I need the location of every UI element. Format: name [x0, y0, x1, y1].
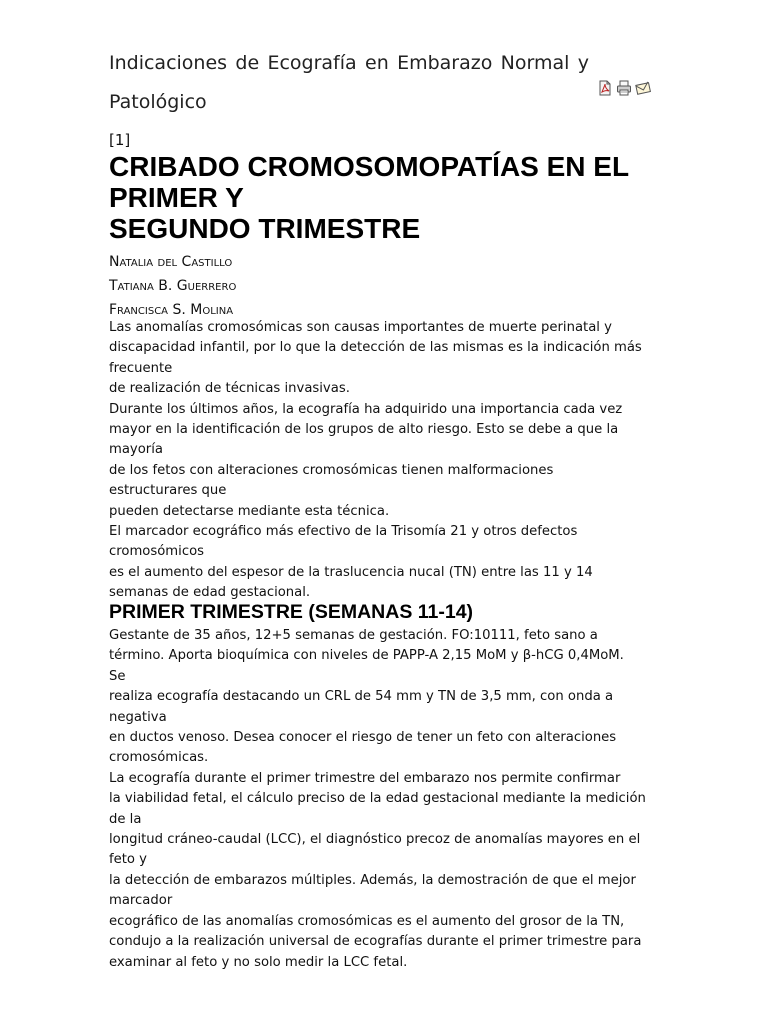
intro-paragraphs [109, 318, 669, 604]
header-title-line2: Patológico [109, 91, 207, 113]
text-line: cromosómicas. [109, 750, 209, 766]
pdf-icon[interactable] [597, 80, 613, 96]
email-icon[interactable] [635, 80, 651, 96]
text-line: la detección de embarazos múltiples. Además, la demostración de que el mejor [109, 872, 636, 888]
header-word: Ecografía [267, 52, 357, 74]
text-line: feto y [109, 852, 147, 868]
text-line: Las anomalías cromosómicas son causas importantes de muerte perinatal y [109, 320, 612, 335]
header-word: Normal [500, 52, 570, 74]
text-line: examinar al feto y no solo medir la LCC fetal. [109, 954, 408, 970]
header-word: Indicaciones [109, 52, 228, 74]
reference-marker: [1] [109, 131, 131, 149]
section-paragraphs [109, 626, 669, 973]
text-line: mayoría [109, 442, 163, 458]
text-line: de la [109, 811, 142, 827]
text-line: El marcador ecográfico más efectivo de la Trisomía 21 y otros defectos [109, 524, 578, 540]
text-line: de los fetos con alteraciones cromosómicas tienen malformaciones [109, 462, 554, 478]
article-title-line: CRIBADO CROMOSOMOPATÍAS EN EL [109, 151, 630, 182]
article-title-line: PRIMER Y [109, 182, 244, 213]
author-name: Natalia del Castillo [109, 254, 233, 270]
text-line: discapacidad infantil, por lo que la detección de las mismas es la indicación más [109, 340, 642, 356]
author-name: Francisca S. Molina [109, 302, 234, 318]
print-icon[interactable] [616, 80, 632, 96]
header-word: y [577, 52, 589, 74]
text-line: Se [109, 668, 126, 684]
text-line: en ductos venoso. Desea conocer el riesgo de tener un feto con alteraciones [109, 730, 617, 746]
text-line: es el aumento del espesor de la traslucencia nucal (TN) entre las 11 y 14 [109, 564, 593, 580]
header-word: Embarazo [397, 52, 493, 74]
text-line: cromosómicos [109, 544, 205, 560]
header-word: en [365, 52, 389, 74]
header-toolbar [597, 80, 651, 96]
section-heading: PRIMER TRIMESTRE (SEMANAS 11-14) [109, 601, 474, 623]
text-line: de realización de técnicas invasivas. [109, 381, 350, 397]
header-title-line1 [109, 54, 589, 73]
text-line: frecuente [109, 360, 173, 376]
text-line: negativa [109, 709, 167, 725]
text-line: término. Aporta bioquímica con niveles de PAPP-A 2,15 MoM y β-hCG 0,4MoM. [109, 648, 624, 664]
text-line: marcador [109, 893, 173, 909]
text-line: semanas de edad gestacional. [109, 585, 311, 601]
text-line: condujo a la realización universal de ecografías durante el primer trimestre para [109, 934, 642, 950]
text-line: mayor en la identificación de los grupos de alto riesgo. Esto se debe a que la [109, 422, 619, 438]
author-name: Tatiana B. Guerrero [109, 278, 237, 294]
text-line: Durante los últimos años, la ecografía ha adquirido una importancia cada vez [109, 401, 623, 417]
text-line: realiza ecografía destacando un CRL de 54 mm y TN de 3,5 mm, con onda a [109, 689, 614, 705]
text-line: longitud cráneo-caudal (LCC), el diagnóstico precoz de anomalías mayores en el [109, 832, 641, 848]
text-line: la viabilidad fetal, el cálculo preciso de la edad gestacional mediante la medición [109, 791, 646, 807]
text-line: pueden detectarse mediante esta técnica. [109, 503, 390, 519]
text-line: La ecografía durante el primer trimestre del embarazo nos permite confirmar [109, 770, 621, 786]
text-line: ecográfico de las anomalías cromosómicas es el aumento del grosor de la TN, [109, 913, 625, 929]
header-word: de [235, 52, 260, 74]
article-title [109, 151, 669, 244]
article-title-line: SEGUNDO TRIMESTRE [109, 213, 421, 244]
author-list [109, 250, 236, 322]
text-line: estructurares que [109, 483, 227, 499]
text-line: Gestante de 35 años, 12+5 semanas de gestación. FO:10111, feto sano a [109, 628, 598, 643]
